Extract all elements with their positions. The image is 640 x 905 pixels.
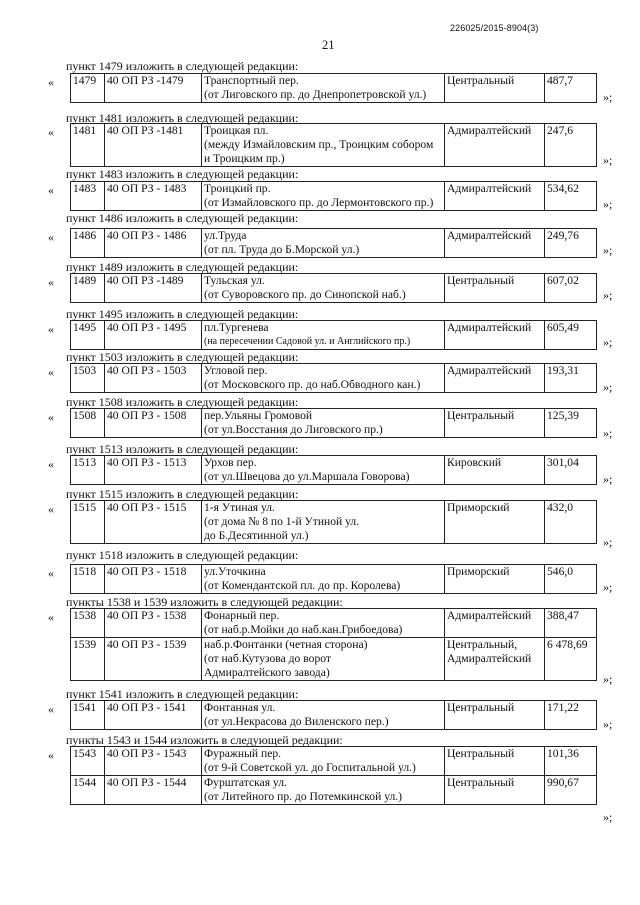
open-quote: «	[48, 457, 54, 471]
district-name: Центральный	[447, 776, 515, 789]
district	[445, 565, 545, 594]
district	[445, 364, 545, 393]
open-quote: «	[48, 502, 54, 516]
road-name	[202, 124, 445, 167]
road-length: 6 478,69	[545, 638, 597, 681]
road-length: 990,67	[545, 776, 597, 805]
open-quote: «	[48, 365, 54, 379]
road-extent: (от ул.Восстания до Лиговского пр.)	[204, 423, 383, 436]
road-code: 40 ОП РЗ - 1538	[105, 609, 202, 638]
road-length: 432,0	[545, 501, 597, 544]
close-quote: »;	[603, 243, 613, 257]
road-extent: (от Комендантской пл. до пр. Королева)	[204, 579, 401, 592]
road-title: 1-я Утиная ул.	[204, 501, 275, 514]
road-code: 40 ОП РЗ - 1503	[105, 364, 202, 393]
road-code: 40 ОП РЗ - 1513	[105, 456, 202, 485]
item-number: 1544	[71, 776, 105, 805]
close-quote: »;	[603, 335, 613, 349]
road-name	[202, 409, 445, 438]
road-name	[202, 229, 445, 258]
district	[445, 747, 545, 776]
item-number: 1481	[71, 124, 105, 167]
road-extent: и Троицким пр.)	[204, 152, 285, 165]
road-extent: (от ул.Некрасова до Виленского пер.)	[204, 715, 389, 728]
road-extent: (от ул.Швецова до ул.Маршала Говорова)	[204, 470, 410, 483]
road-length: 605,49	[545, 321, 597, 350]
road-table	[70, 228, 597, 258]
table-row	[71, 747, 597, 776]
close-quote: »;	[603, 426, 613, 440]
close-quote: »;	[603, 472, 613, 486]
item-number: 1515	[71, 501, 105, 544]
road-code: 40 ОП РЗ -1489	[105, 274, 202, 303]
close-quote: »;	[603, 197, 613, 211]
item-number: 1495	[71, 321, 105, 350]
table-row	[71, 321, 597, 350]
item-number: 1479	[71, 74, 105, 103]
section-heading: пункт 1515 изложить в следующей редакции:	[66, 487, 299, 501]
road-name	[202, 182, 445, 211]
road-code: 40 ОП РЗ - 1515	[105, 501, 202, 544]
item-number: 1543	[71, 747, 105, 776]
road-length: 487,7	[545, 74, 597, 103]
road-code: 40 ОП РЗ - 1483	[105, 182, 202, 211]
road-length: 101,36	[545, 747, 597, 776]
close-quote: »;	[603, 810, 613, 824]
district-name: Адмиралтейский	[447, 321, 532, 334]
road-length: 125,39	[545, 409, 597, 438]
district-name: Адмиралтейский	[447, 364, 532, 377]
road-title: ул.Уточкина	[204, 565, 266, 578]
road-name	[202, 501, 445, 544]
item-number: 1483	[71, 182, 105, 211]
district	[445, 701, 545, 730]
item-number: 1503	[71, 364, 105, 393]
road-table	[70, 408, 597, 438]
road-length: 247,6	[545, 124, 597, 167]
road-title: пер.Ульяны Громовой	[204, 409, 313, 422]
road-table	[70, 746, 597, 805]
road-title: Фуражный пер.	[204, 747, 282, 760]
road-name	[202, 321, 445, 350]
road-code: 40 ОП РЗ - 1486	[105, 229, 202, 258]
district-name: Адмиралтейский	[447, 182, 532, 195]
road-title: Троицкая пл.	[204, 124, 269, 137]
road-table	[70, 608, 597, 681]
road-length: 301,04	[545, 456, 597, 485]
road-name	[202, 609, 445, 638]
open-quote: «	[48, 566, 54, 580]
open-quote: «	[48, 183, 54, 197]
road-name	[202, 364, 445, 393]
road-table	[70, 700, 597, 730]
road-extent: (между Измайловским пр., Троицким собором	[204, 138, 434, 151]
road-title: Тульская ул.	[204, 274, 265, 287]
road-length: 171,22	[545, 701, 597, 730]
road-title: Фурштатская ул.	[204, 776, 287, 789]
open-quote: «	[48, 410, 54, 424]
close-quote: »;	[603, 535, 613, 549]
item-number: 1508	[71, 409, 105, 438]
road-code: 40 ОП РЗ - 1543	[105, 747, 202, 776]
section-heading: пункты 1538 и 1539 изложить в следующей редакции:	[66, 595, 343, 609]
road-table	[70, 73, 597, 103]
table-row	[71, 182, 597, 211]
road-length: 546,0	[545, 565, 597, 594]
road-extent: (на пересечении Садовой ул. и Английского пр.)	[204, 336, 411, 347]
road-title: пл.Тургенева	[204, 321, 269, 334]
road-extent: (от пл. Труда до Б.Морской ул.)	[204, 243, 360, 256]
table-row	[71, 638, 597, 681]
road-table	[70, 273, 597, 303]
road-extent: до Б.Десятинной ул.)	[204, 529, 309, 542]
table-row	[71, 124, 597, 167]
road-extent: (от Лиговского пр. до Днепропетровской ул.)	[204, 88, 427, 101]
item-number: 1486	[71, 229, 105, 258]
close-quote: »;	[603, 288, 613, 302]
district	[445, 501, 545, 544]
district-name: Центральный	[447, 701, 515, 714]
district	[445, 182, 545, 211]
district	[445, 229, 545, 258]
item-number: 1538	[71, 609, 105, 638]
road-title: наб.р.Фонтанки (четная сторона)	[204, 638, 368, 651]
item-number: 1513	[71, 456, 105, 485]
close-quote: »;	[603, 717, 613, 731]
road-code: 40 ОП РЗ - 1541	[105, 701, 202, 730]
road-code: 40 ОП РЗ -1481	[105, 124, 202, 167]
item-number: 1539	[71, 638, 105, 681]
close-quote: »;	[603, 672, 613, 686]
road-table	[70, 455, 597, 485]
open-quote: «	[48, 322, 54, 336]
road-extent: (от Литейного пр. до Потемкинской ул.)	[204, 790, 403, 803]
road-extent: (от Суворовского пр. до Синопской наб.)	[204, 288, 406, 301]
document-id: 226025/2015-8904(3)	[450, 23, 539, 33]
road-name	[202, 74, 445, 103]
close-quote: »;	[603, 380, 613, 394]
open-quote: «	[48, 748, 54, 762]
open-quote: «	[48, 702, 54, 716]
item-number: 1518	[71, 565, 105, 594]
road-length: 607,02	[545, 274, 597, 303]
road-title: Урхов пер.	[204, 456, 257, 469]
section-heading: пункт 1508 изложить в следующей редакции:	[66, 395, 299, 409]
table-row	[71, 74, 597, 103]
road-table	[70, 181, 597, 211]
district-name: Центральный	[447, 409, 515, 422]
section-heading: пункт 1495 изложить в следующей редакции:	[66, 307, 299, 321]
road-length: 193,31	[545, 364, 597, 393]
district-name: Адмиралтейский	[447, 124, 532, 137]
table-row	[71, 456, 597, 485]
district	[445, 124, 545, 167]
road-title: Угловой пер.	[204, 364, 268, 377]
road-extent: (от дома № 8 по 1-й Утиной ул.	[204, 515, 360, 528]
table-row	[71, 565, 597, 594]
table-row	[71, 229, 597, 258]
road-title: Фонтанная ул.	[204, 701, 276, 714]
open-quote: «	[48, 75, 54, 89]
close-quote: »;	[603, 153, 613, 167]
district-name: Центральный	[447, 74, 515, 87]
page-number: 21	[322, 38, 335, 52]
section-heading: пункт 1513 изложить в следующей редакции:	[66, 442, 299, 456]
close-quote: »;	[603, 580, 613, 594]
item-number: 1489	[71, 274, 105, 303]
district-name: Адмиралтейский	[447, 652, 532, 665]
table-row	[71, 776, 597, 805]
table-row	[71, 274, 597, 303]
section-heading: пункт 1479 изложить в следующей редакции:	[66, 59, 299, 73]
district	[445, 74, 545, 103]
road-length: 534,62	[545, 182, 597, 211]
open-quote: «	[48, 230, 54, 244]
road-title: Транспортный пер.	[204, 74, 299, 87]
item-number: 1541	[71, 701, 105, 730]
district	[445, 409, 545, 438]
section-heading: пункт 1541 изложить в следующей редакции:	[66, 687, 299, 701]
road-name	[202, 638, 445, 681]
road-code: 40 ОП РЗ - 1518	[105, 565, 202, 594]
open-quote: «	[48, 610, 54, 624]
section-heading: пункт 1483 изложить в следующей редакции:	[66, 167, 299, 181]
district	[445, 456, 545, 485]
road-length: 388,47	[545, 609, 597, 638]
road-title: Троицкий пр.	[204, 182, 271, 195]
section-heading: пункт 1503 изложить в следующей редакции:	[66, 350, 299, 364]
table-row	[71, 364, 597, 393]
road-code: 40 ОП РЗ - 1544	[105, 776, 202, 805]
close-quote: »;	[603, 90, 613, 104]
open-quote: «	[48, 275, 54, 289]
road-extent: (от наб.Кутузова до ворот	[204, 652, 331, 665]
section-heading: пункт 1518 изложить в следующей редакции:	[66, 548, 299, 562]
table-row	[71, 409, 597, 438]
district-name: Приморский	[447, 565, 510, 578]
district-name: Центральный	[447, 747, 515, 760]
table-row	[71, 609, 597, 638]
road-extent: Адмиралтейского завода)	[204, 666, 330, 679]
road-extent: (от 9-й Советской ул. до Госпитальной ул.)	[204, 761, 416, 774]
road-name	[202, 565, 445, 594]
section-heading: пункты 1543 и 1544 изложить в следующей редакции:	[66, 733, 343, 747]
district-name: Адмиралтейский	[447, 229, 532, 242]
open-quote: «	[48, 125, 54, 139]
road-table	[70, 363, 597, 393]
road-table	[70, 564, 597, 594]
section-heading: пункт 1489 изложить в следующей редакции:	[66, 260, 299, 274]
district	[445, 776, 545, 805]
section-heading: пункт 1486 изложить в следующей редакции:	[66, 211, 299, 225]
road-code: 40 ОП РЗ -1479	[105, 74, 202, 103]
district-name: Центральный,	[447, 638, 518, 651]
road-length: 249,76	[545, 229, 597, 258]
road-name	[202, 274, 445, 303]
road-title: ул.Труда	[204, 229, 247, 242]
road-extent: (от Измайловского пр. до Лермонтовского пр.)	[204, 196, 434, 209]
district-name: Кировский	[447, 456, 502, 469]
road-table	[70, 320, 597, 350]
road-table	[70, 500, 597, 544]
table-row	[71, 701, 597, 730]
district-name: Центральный	[447, 274, 515, 287]
road-code: 40 ОП РЗ - 1508	[105, 409, 202, 438]
district	[445, 638, 545, 681]
road-code: 40 ОП РЗ - 1539	[105, 638, 202, 681]
road-extent: (от наб.р.Мойки до наб.кан.Грибоедова)	[204, 623, 403, 636]
road-extent: (от Московского пр. до наб.Обводного кан.)	[204, 378, 421, 391]
district-name: Приморский	[447, 501, 510, 514]
district	[445, 321, 545, 350]
road-title: Фонарный пер.	[204, 609, 280, 622]
district-name: Адмиралтейский	[447, 609, 532, 622]
district	[445, 274, 545, 303]
road-name	[202, 701, 445, 730]
road-name	[202, 747, 445, 776]
table-row	[71, 501, 597, 544]
section-heading: пункт 1481 изложить в следующей редакции:	[66, 111, 299, 125]
road-name	[202, 456, 445, 485]
road-code: 40 ОП РЗ - 1495	[105, 321, 202, 350]
road-table	[70, 123, 597, 167]
road-name	[202, 776, 445, 805]
district	[445, 609, 545, 638]
